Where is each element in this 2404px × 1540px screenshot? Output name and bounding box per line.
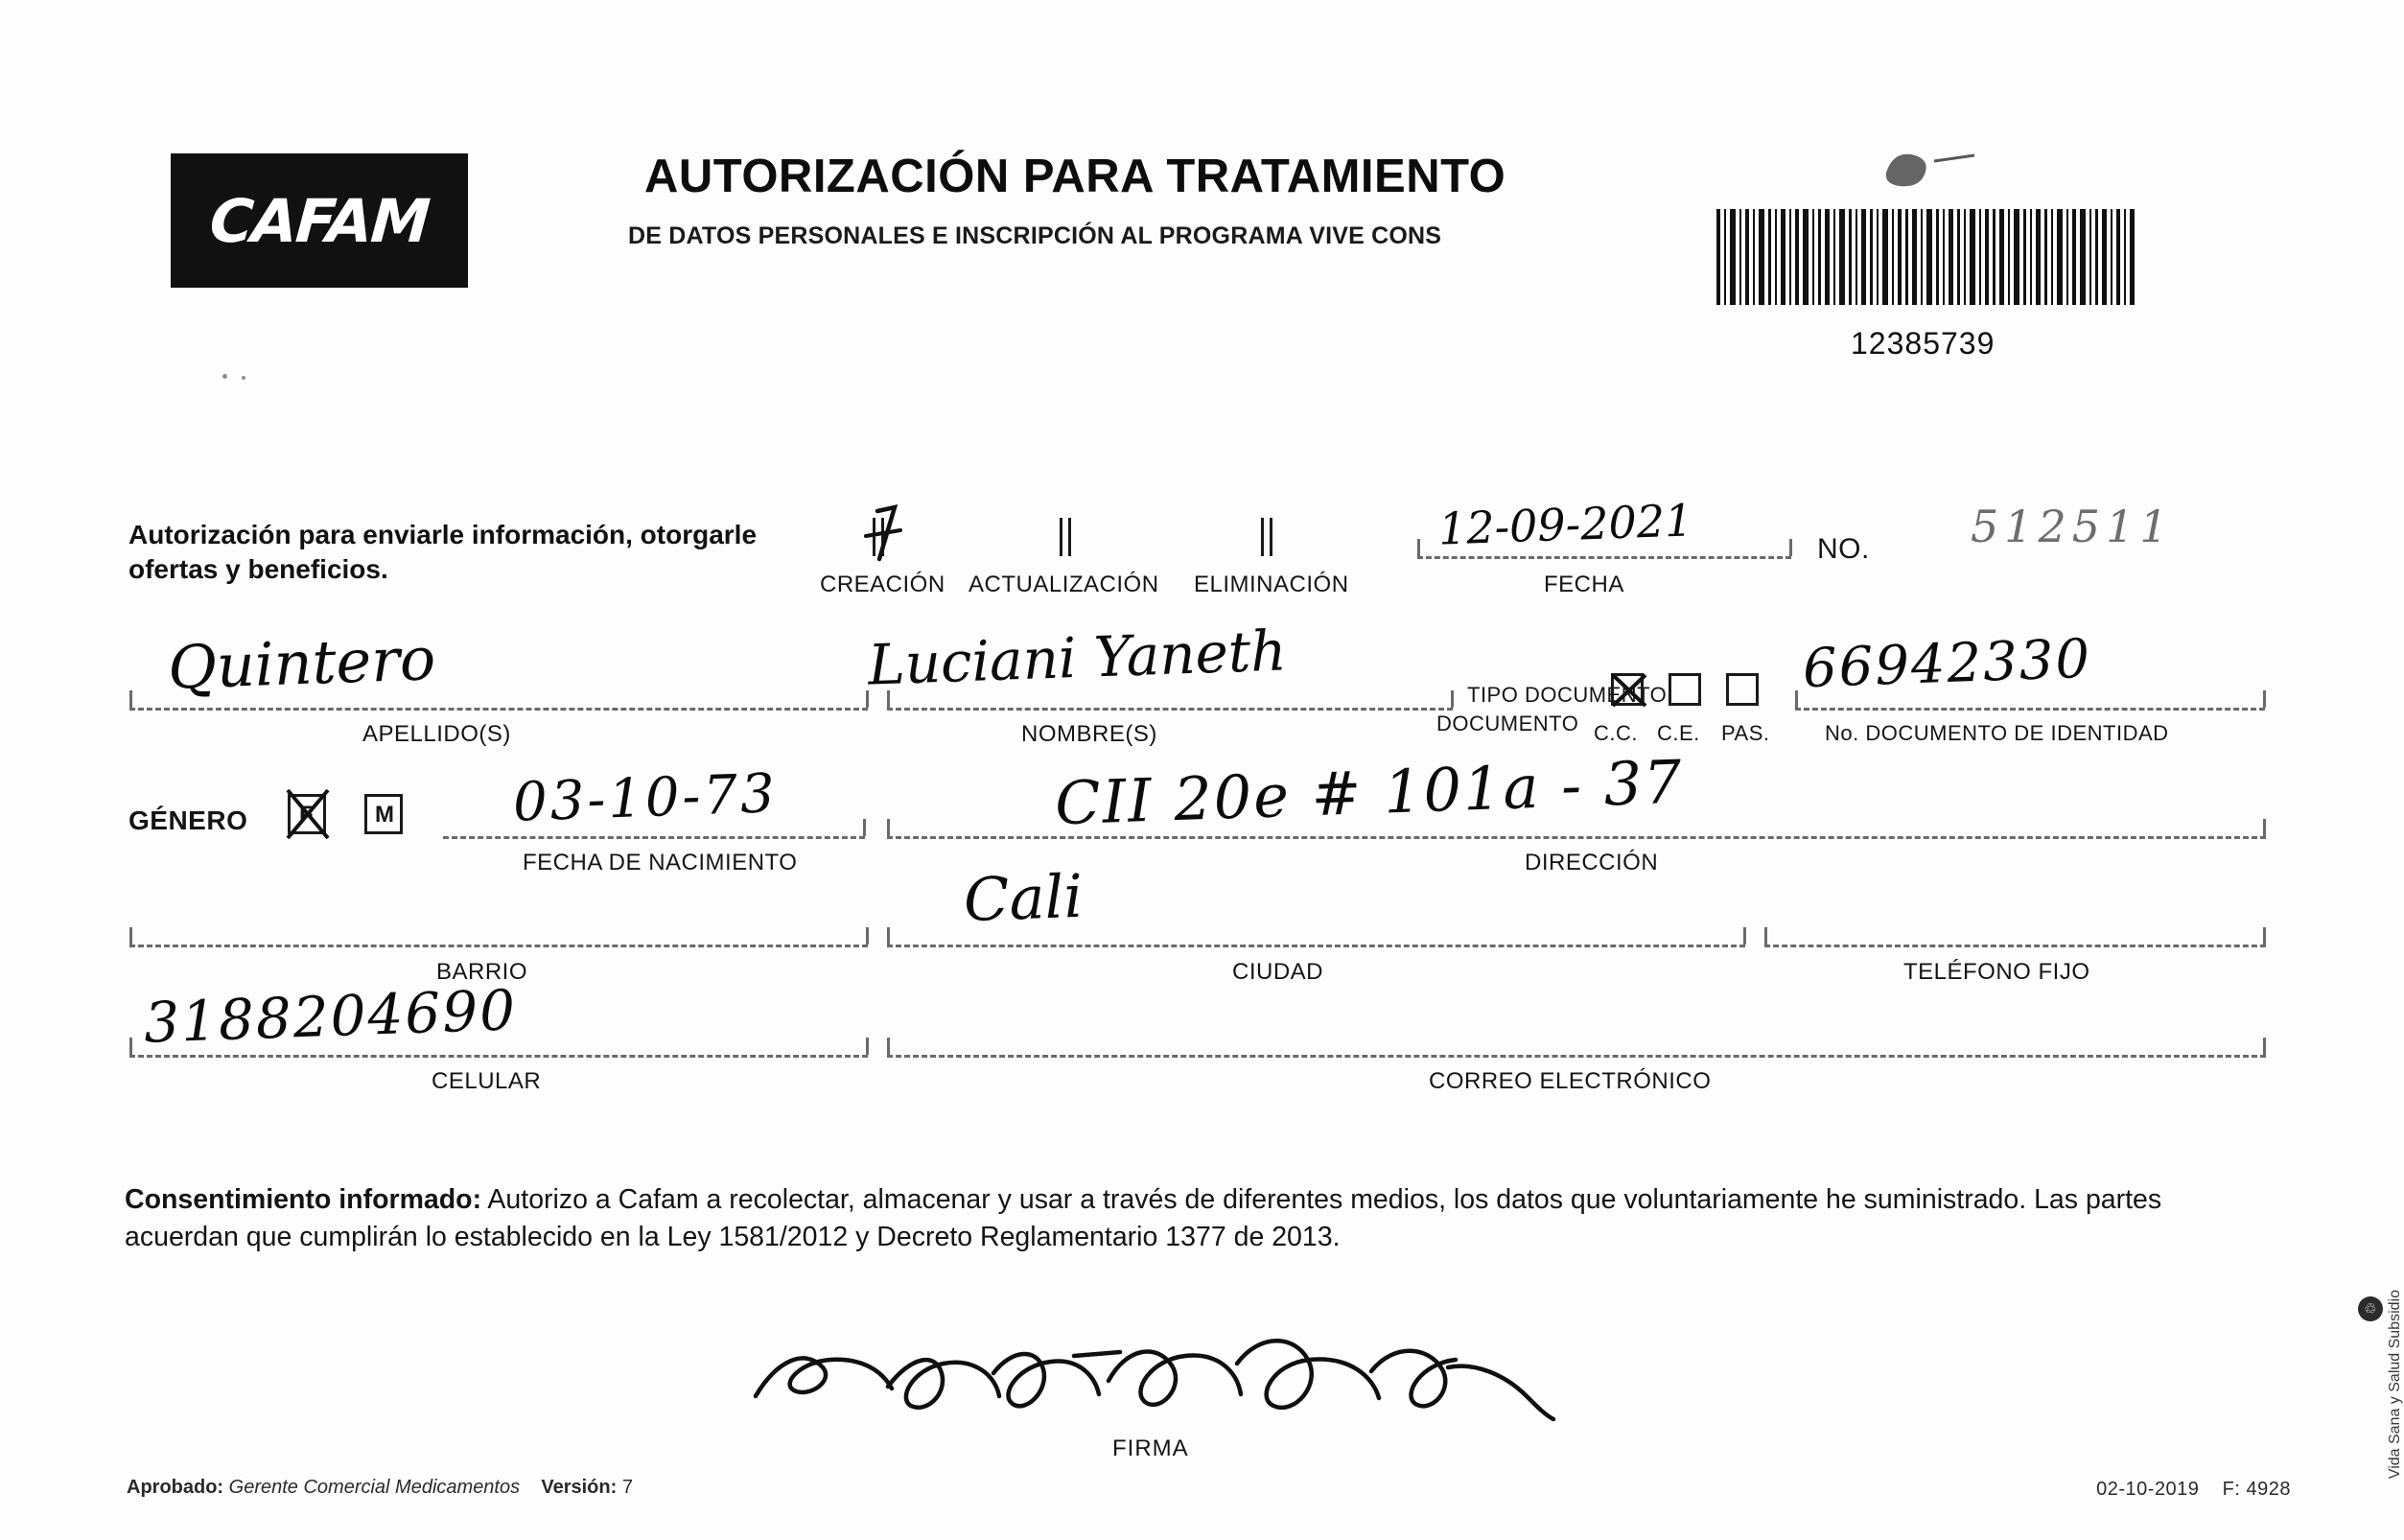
telefono-tick-right — [2263, 927, 2266, 945]
footer-right — [2096, 1479, 2291, 1501]
label-firma: FIRMA — [1112, 1435, 1189, 1461]
page-title: AUTORIZACIÓN PARA TRATAMIENTO — [644, 151, 1506, 202]
label-direccion: DIRECCIÓN — [1525, 850, 1659, 875]
cc-check-mark — [1607, 667, 1651, 713]
documento-value: 66942330 — [1801, 627, 2093, 701]
consent-heading: Consentimiento informado: — [125, 1184, 482, 1215]
label-documento-identidad: No. DOCUMENTO DE IDENTIDAD — [1825, 721, 2169, 745]
label-numero: NO. — [1817, 533, 1870, 565]
scan-speck — [242, 376, 245, 380]
scan-speck — [222, 374, 227, 379]
footer-side-text: Vida Sana y Salud Subsidio — [2387, 1290, 2403, 1480]
celular-tick-right — [866, 1038, 869, 1055]
direccion-value: CII 20e # 101a - 37 — [1053, 746, 1685, 839]
nombres-field-line[interactable] — [887, 708, 1453, 711]
checkbox-ce[interactable] — [1669, 673, 1701, 706]
fecha-nacimiento-field-line[interactable] — [443, 836, 865, 839]
footer-approved-by: Gerente Comercial Medicamentos — [228, 1477, 521, 1498]
checkbox-actualizacion[interactable] — [1060, 518, 1092, 556]
label-telefono: TELÉFONO FIJO — [1903, 959, 2090, 985]
label-pas: PAS. — [1721, 721, 1770, 745]
celular-value: 3188204690 — [142, 977, 519, 1056]
label-correo: CORREO ELECTRÓNICO — [1429, 1068, 1712, 1094]
fecha-field-line[interactable] — [1417, 556, 1791, 559]
cafam-logo-text: CAFAM — [207, 185, 432, 256]
barrio-field-line[interactable] — [129, 945, 868, 947]
checkbox-pas[interactable] — [1726, 673, 1759, 706]
nombres-value: Luciani Yaneth — [866, 618, 1288, 698]
correo-field-line[interactable] — [887, 1055, 2266, 1058]
ciudad-tick-right — [1743, 927, 1746, 945]
footer-code: F: 4928 — [2222, 1479, 2291, 1500]
fecha-value: 12-09-2021 — [1437, 494, 1694, 555]
label-genero: GÉNERO — [128, 805, 248, 835]
genero-check-mark — [280, 784, 338, 846]
label-barrio: BARRIO — [436, 959, 528, 985]
correo-tick-right — [2263, 1038, 2266, 1055]
fecha-nacimiento-value: 03-10-73 — [511, 762, 779, 834]
cafam-logo — [171, 153, 468, 288]
footer-version-value: 7 — [621, 1477, 633, 1498]
label-nombres: NOMBRE(S) — [1021, 721, 1157, 747]
telefono-tick-left — [1764, 927, 1767, 945]
ciudad-tick-left — [887, 927, 890, 945]
checkbox-eliminacion[interactable] — [1261, 518, 1294, 556]
ink-smudge — [1875, 144, 1980, 194]
fecha-tick-right — [1789, 539, 1792, 556]
creacion-check-mark — [858, 503, 922, 565]
apellidos-value: Quintero — [166, 623, 437, 703]
numero-value: 512511 — [1971, 501, 2174, 552]
footer-approved-label: Aprobado: — [127, 1477, 224, 1498]
label-ciudad: CIUDAD — [1232, 959, 1324, 985]
documento-tick-left — [1795, 690, 1798, 708]
fecha-tick-left — [1417, 539, 1420, 556]
label-genero-f: F — [299, 802, 315, 828]
barrio-tick-right — [866, 927, 869, 945]
footer-left — [127, 1477, 633, 1499]
label-apellidos: APELLIDO(S) — [362, 721, 511, 747]
label-celular: CELULAR — [432, 1068, 542, 1094]
barcode — [1715, 209, 2136, 305]
label-tipo: TIPO DOCUMENTO — [1467, 683, 1668, 707]
apellidos-field-line[interactable] — [129, 708, 868, 711]
consent-body: Autorizo a Cafam a recolectar, almacenar y usar a través de diferentes medios, los datos que voluntariamente he suministrado. Las partes acuerdan que cumplirán lo establecido en la Ley 1581/2012 y Decreto Reglamentario 1377 de 2013. — [125, 1184, 2162, 1253]
label-eliminacion: ELIMINACIÓN — [1194, 572, 1349, 597]
footer-date: 02-10-2019 — [2096, 1479, 2200, 1500]
celular-tick-left — [129, 1038, 132, 1055]
authorization-label: Autorización para enviarle información, otorgarle ofertas y beneficios. — [128, 520, 758, 585]
label-cc: C.C. — [1594, 721, 1638, 745]
recycle-icon: ♲ — [2358, 1296, 2383, 1321]
label-actualizacion: ACTUALIZACIÓN — [969, 572, 1159, 597]
documento-tick-right — [2263, 690, 2266, 708]
barrio-tick-left — [129, 927, 132, 945]
correo-tick-left — [887, 1038, 890, 1055]
celular-field-line[interactable] — [129, 1055, 868, 1058]
label-creacion: CREACIÓN — [820, 572, 945, 597]
label-genero-m: M — [375, 802, 395, 828]
direccion-tick-right — [2263, 819, 2266, 836]
apellidos-tick-left — [129, 690, 132, 708]
direccion-tick-left — [887, 819, 890, 836]
footer-version-label: Versión: — [541, 1477, 618, 1498]
nombres-tick-right — [1451, 690, 1454, 708]
barcode-number: 12385739 — [1851, 326, 1996, 361]
ciudad-field-line[interactable] — [887, 945, 1745, 947]
documento-field-line[interactable] — [1795, 708, 2265, 711]
telefono-field-line[interactable] — [1764, 945, 2266, 947]
label-documento: DOCUMENTO — [1436, 712, 1579, 735]
label-fecha: FECHA — [1544, 572, 1624, 597]
consent-paragraph — [125, 1181, 2258, 1257]
ciudad-value: Cali — [962, 860, 1085, 936]
label-fecha-nacimiento: FECHA DE NACIMIENTO — [523, 850, 798, 875]
page-subtitle: DE DATOS PERSONALES E INSCRIPCIÓN AL PROGRAMA VIVE CONS — [628, 222, 1442, 249]
fnac-tick-right — [863, 819, 866, 836]
label-ce: C.E. — [1657, 721, 1700, 745]
